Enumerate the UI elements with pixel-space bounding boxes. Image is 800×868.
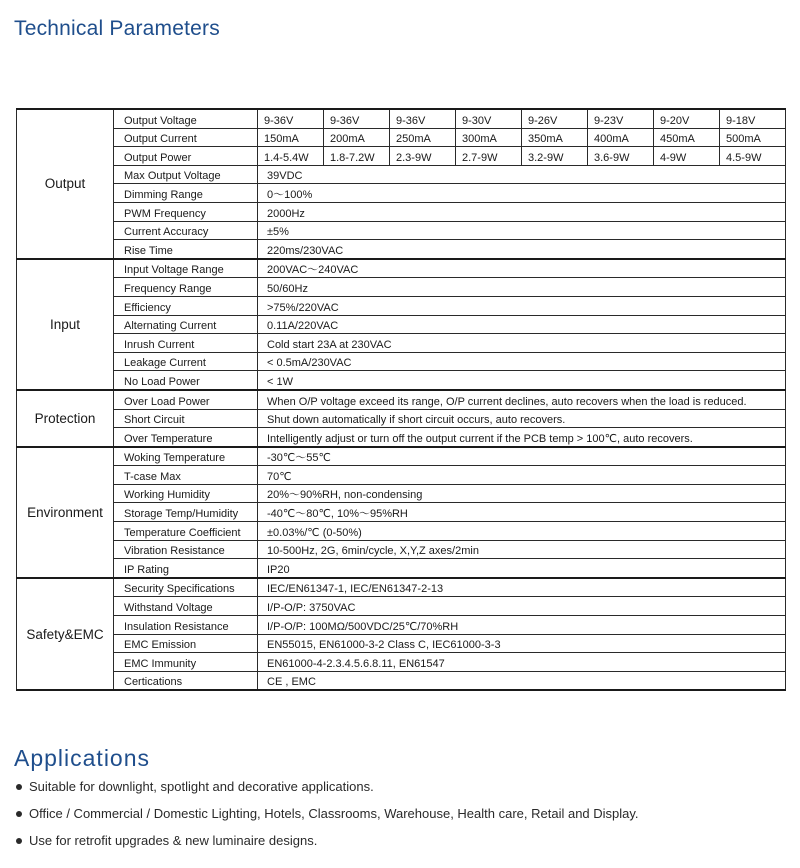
param-value: 200VAC～240VAC	[258, 259, 786, 278]
output-voltage-value: 9-23V	[588, 109, 654, 128]
category-output: Output	[17, 109, 114, 259]
param-value: 20%～90%RH, non-condensing	[258, 484, 786, 503]
table-row	[17, 296, 786, 315]
list-item	[16, 807, 639, 834]
param-label: Insulation Resistance	[114, 616, 258, 635]
applications-title: Applications	[14, 745, 151, 771]
output-voltage-value: 9-30V	[456, 109, 522, 128]
param-label: T-case Max	[114, 466, 258, 485]
param-label: Over Load Power	[114, 390, 258, 409]
param-value: Intelligently adjust or turn off the output current if the PCB temp > 100℃, auto recovers.	[258, 428, 786, 447]
table-row	[17, 128, 786, 147]
table-row	[17, 559, 786, 578]
output-power-value: 3.2-9W	[522, 147, 588, 166]
output-voltage-value: 9-36V	[390, 109, 456, 128]
table-row	[17, 522, 786, 541]
param-value: EN55015, EN61000-3-2 Class C, IEC61000-3-3	[258, 634, 786, 653]
table-row	[17, 540, 786, 559]
param-value: 220ms/230VAC	[258, 240, 786, 259]
table-row	[17, 671, 786, 690]
table-row	[17, 484, 786, 503]
table-row	[17, 409, 786, 428]
param-value: -30℃～55℃	[258, 447, 786, 466]
param-label: Max Output Voltage	[114, 165, 258, 184]
param-label: Inrush Current	[114, 334, 258, 353]
output-power-value: 1.4-5.4W	[258, 147, 324, 166]
param-label: Alternating Current	[114, 315, 258, 334]
output-current-value: 200mA	[324, 128, 390, 147]
param-value: 50/60Hz	[258, 278, 786, 297]
param-label: Vibration Resistance	[114, 540, 258, 559]
param-value: When O/P voltage exceed its range, O/P current declines, auto recovers when the load is reduced.	[258, 390, 786, 409]
table-row	[17, 221, 786, 240]
output-current-value: 300mA	[456, 128, 522, 147]
table-row	[17, 616, 786, 635]
param-label: Storage Temp/Humidity	[114, 503, 258, 522]
param-value: < 0.5mA/230VAC	[258, 352, 786, 371]
output-power-value: 2.3-9W	[390, 147, 456, 166]
table-row	[17, 352, 786, 371]
output-current-value: 500mA	[720, 128, 786, 147]
table-row	[17, 597, 786, 616]
param-label: No Load Power	[114, 371, 258, 390]
table-row	[17, 278, 786, 297]
category-protection: Protection	[17, 390, 114, 447]
param-value: Cold start 23A at 230VAC	[258, 334, 786, 353]
param-value: 0～100%	[258, 184, 786, 203]
category-input: Input	[17, 259, 114, 390]
param-label: EMC Emission	[114, 634, 258, 653]
param-label: Short Circuit	[114, 409, 258, 428]
output-voltage-value: 9-36V	[324, 109, 390, 128]
param-value: ±0.03%/℃ (0-50%)	[258, 522, 786, 541]
table-row	[17, 165, 786, 184]
output-current-value: 450mA	[654, 128, 720, 147]
list-item	[16, 834, 639, 861]
bullet-icon	[16, 811, 22, 817]
application-text: Suitable for downlight, spotlight and decorative applications.	[29, 779, 374, 794]
output-power-value: 3.6-9W	[588, 147, 654, 166]
param-value: 2000Hz	[258, 202, 786, 221]
table-row	[17, 578, 786, 597]
param-label: Woking Temperature	[114, 447, 258, 466]
bullet-icon	[16, 784, 22, 790]
output-voltage-value: 9-18V	[720, 109, 786, 128]
param-label: Working Humidity	[114, 484, 258, 503]
technical-parameters-title: Technical Parameters	[14, 17, 220, 40]
table-row	[17, 184, 786, 203]
output-power-value: 2.7-9W	[456, 147, 522, 166]
table-row	[17, 202, 786, 221]
param-value: -40℃～80℃, 10%～95%RH	[258, 503, 786, 522]
param-value: IP20	[258, 559, 786, 578]
table-row	[17, 315, 786, 334]
list-item	[16, 780, 639, 807]
output-current-value: 250mA	[390, 128, 456, 147]
table-row	[17, 334, 786, 353]
param-label: Security Specifications	[114, 578, 258, 597]
param-label: Temperature Coefficient	[114, 522, 258, 541]
param-label: Frequency Range	[114, 278, 258, 297]
table-row	[17, 259, 786, 278]
param-value: ±5%	[258, 221, 786, 240]
output-power-value: 1.8-7.2W	[324, 147, 390, 166]
table-row	[17, 371, 786, 390]
param-value: EN61000-4-2.3.4.5.6.8.11, EN61547	[258, 653, 786, 672]
param-value: I/P-O/P: 3750VAC	[258, 597, 786, 616]
param-value: IEC/EN61347-1, IEC/EN61347-2-13	[258, 578, 786, 597]
output-power-value: 4-9W	[654, 147, 720, 166]
param-label: EMC Immunity	[114, 653, 258, 672]
applications-list	[16, 780, 639, 861]
output-current-value: 350mA	[522, 128, 588, 147]
output-voltage-value: 9-26V	[522, 109, 588, 128]
param-value: >75%/220VAC	[258, 296, 786, 315]
table-row	[17, 147, 786, 166]
category-environment: Environment	[17, 447, 114, 578]
application-text: Office / Commercial / Domestic Lighting, Hotels, Classrooms, Warehouse, Health care, Retail and Display.	[29, 806, 639, 821]
param-label: Output Power	[114, 147, 258, 166]
param-value: CE , EMC	[258, 671, 786, 690]
table-row	[17, 634, 786, 653]
table-row	[17, 428, 786, 447]
table-row	[17, 390, 786, 409]
param-label: Over Temperature	[114, 428, 258, 447]
param-label: Input Voltage Range	[114, 259, 258, 278]
param-label: PWM Frequency	[114, 202, 258, 221]
param-value: 0.11A/220VAC	[258, 315, 786, 334]
table-row	[17, 503, 786, 522]
param-value: 10-500Hz, 2G, 6min/cycle, X,Y,Z axes/2min	[258, 540, 786, 559]
technical-parameters-table	[16, 108, 786, 691]
param-label: IP Rating	[114, 559, 258, 578]
param-label: Efficiency	[114, 296, 258, 315]
param-label: Leakage Current	[114, 352, 258, 371]
param-value: 70℃	[258, 466, 786, 485]
category-safety-emc: Safety&EMC	[17, 578, 114, 691]
param-value: < 1W	[258, 371, 786, 390]
param-label: Withstand Voltage	[114, 597, 258, 616]
param-value: Shut down automatically if short circuit occurs, auto recovers.	[258, 409, 786, 428]
param-label: Certications	[114, 671, 258, 690]
table-row	[17, 240, 786, 259]
param-label: Dimming Range	[114, 184, 258, 203]
param-value: 39VDC	[258, 165, 786, 184]
output-voltage-value: 9-36V	[258, 109, 324, 128]
table-row	[17, 466, 786, 485]
output-power-value: 4.5-9W	[720, 147, 786, 166]
table-row	[17, 109, 786, 128]
param-label: Output Voltage	[114, 109, 258, 128]
table-row	[17, 653, 786, 672]
param-label: Current Accuracy	[114, 221, 258, 240]
param-value: I/P-O/P: 100MΩ/500VDC/25℃/70%RH	[258, 616, 786, 635]
application-text: Use for retrofit upgrades & new luminaire designs.	[29, 833, 318, 848]
output-current-value: 150mA	[258, 128, 324, 147]
table-row	[17, 447, 786, 466]
output-current-value: 400mA	[588, 128, 654, 147]
param-label: Output Current	[114, 128, 258, 147]
param-label: Rise Time	[114, 240, 258, 259]
bullet-icon	[16, 838, 22, 844]
output-voltage-value: 9-20V	[654, 109, 720, 128]
